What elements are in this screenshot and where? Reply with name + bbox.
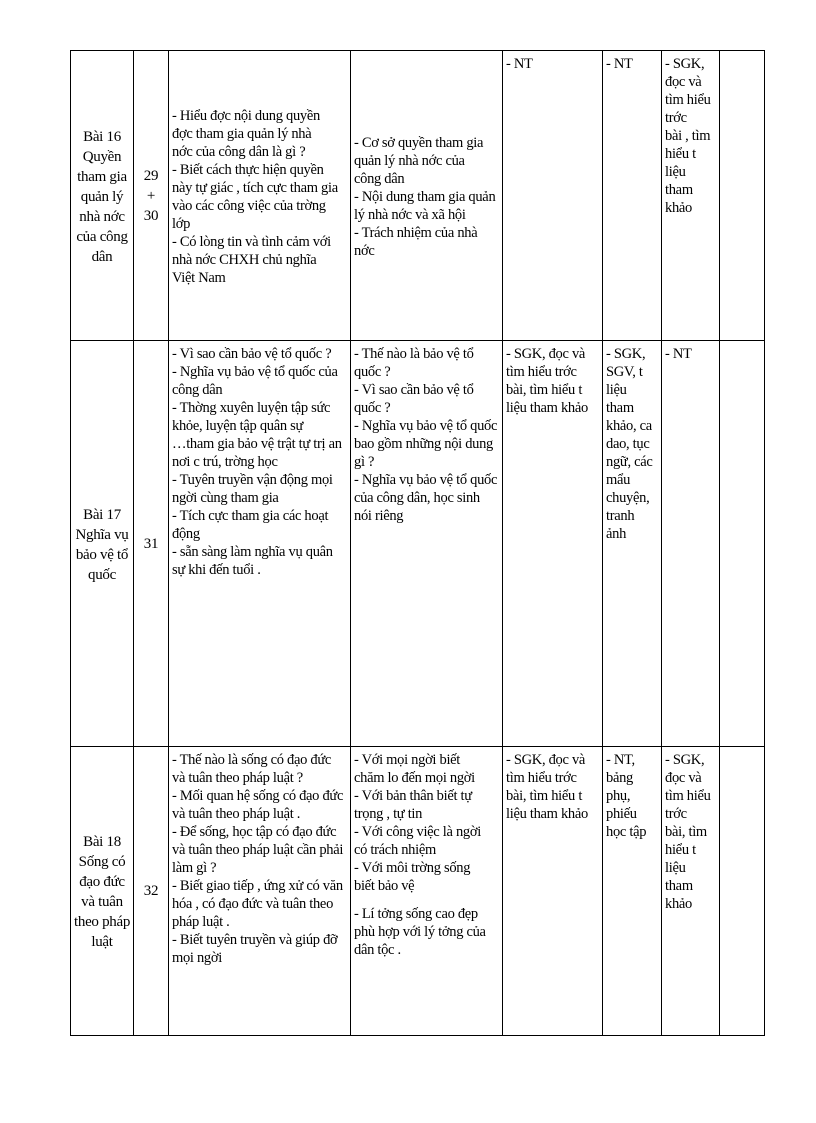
cell-text-line: Bài 18: [83, 834, 121, 850]
cell-text-line: tham: [665, 878, 693, 894]
cell-text-line: quản lý: [80, 188, 124, 205]
cell-text-line: phiếu: [606, 806, 637, 822]
cell-text-line: mẩu: [606, 472, 631, 488]
materials-cell: [662, 51, 720, 341]
cell-text-line: tham gia: [77, 168, 127, 185]
cell-text-line: lý nhà nớc và xã hội: [354, 206, 466, 223]
cell-text-line: gì ?: [354, 454, 375, 470]
lesson-period-cell: [134, 747, 169, 1036]
cell-text-line: Việt Nam: [172, 269, 226, 286]
cell-text-line: - Lí tởng sống cao đẹp: [354, 906, 478, 922]
cell-text-line: - SGK, đọc và: [506, 346, 586, 362]
cell-text-line: đạo đức: [79, 874, 125, 890]
teacher-prep-cell: [503, 747, 603, 1036]
cell-text-line: trớc: [665, 110, 687, 126]
cell-text-line: hiểu t: [665, 146, 696, 162]
cell-text-line: - Với môi trờng sống: [354, 860, 471, 876]
cell-text-line: khảo, ca: [606, 418, 652, 434]
cell-text-line: bài, tìm hiểu t: [506, 382, 583, 398]
cell-text-line: hiểu t: [665, 842, 696, 858]
cell-text-line: dân tộc .: [354, 942, 401, 958]
cell-text-line: Bài 17: [83, 506, 121, 523]
cell-text-line: - Với mọi ngời biết: [354, 752, 461, 768]
cell-text-line: - Để sống, học tập có đạo đức: [172, 824, 337, 840]
cell-text-line: Nghĩa vụ: [75, 526, 129, 543]
cell-text-line: - Cơ sở quyền tham gia: [354, 134, 484, 151]
student-prep-cell: [603, 747, 662, 1036]
materials-cell: [662, 747, 720, 1036]
cell-text-line: - Nghĩa vụ bảo vệ tổ quốc của: [172, 364, 338, 380]
lesson-title-cell: [71, 51, 134, 341]
objectives-cell: [169, 747, 351, 1036]
lesson-title-cell: [71, 747, 134, 1036]
lesson-period-cell: [134, 51, 169, 341]
cell-text-line: nớc của công dân là gì ?: [172, 143, 306, 160]
cell-text-line: - NT,: [606, 752, 635, 768]
notes-cell: [720, 51, 765, 341]
cell-text-line: tìm hiểu trớc: [506, 770, 577, 786]
notes-cell: [720, 747, 765, 1036]
cell-text-line: bao gồm những nội dung: [354, 436, 494, 452]
cell-text-line: - Với công việc là ngời: [354, 824, 481, 840]
cell-text-line: mọi ngời: [172, 950, 222, 966]
cell-text-line: hóa , có đạo đức và tuân theo: [172, 896, 334, 912]
cell-text-line: liệu: [665, 164, 686, 180]
cell-text-line: bài, tìm: [665, 824, 707, 840]
cell-text-line: - Trách nhiệm của nhà: [354, 224, 478, 241]
table-row: [71, 51, 765, 341]
table-row: [71, 747, 765, 1036]
cell-text-line: phụ,: [606, 788, 631, 804]
cell-text-line: nớc: [354, 242, 375, 259]
cell-text-line: tham: [665, 182, 693, 198]
objectives-cell: [169, 341, 351, 747]
cell-text-line: nói riêng: [354, 508, 404, 524]
cell-text-line: nhà nớc: [79, 208, 125, 225]
lesson-title-cell: [71, 341, 134, 747]
cell-text-line: - Vì sao cần bảo vệ tổ: [354, 382, 474, 398]
cell-text-line: và tuân theo pháp luật cần phải: [172, 842, 344, 858]
cell-text-line: quốc ?: [354, 364, 391, 380]
cell-text-line: này tự giác , tích cực tham gia: [172, 179, 338, 196]
cell-text-line: - SGK, đọc và: [506, 752, 586, 768]
cell-text-line: - Tích cực tham gia các hoạt: [172, 508, 329, 524]
cell-text-line: biết bảo vệ: [354, 878, 415, 894]
cell-text-line: tìm hiểu: [665, 92, 711, 108]
table-row: [71, 341, 765, 747]
cell-text-line: tìm hiểu trớc: [506, 364, 577, 380]
notes-cell: [720, 341, 765, 747]
cell-text-line: 29: [143, 167, 159, 184]
cell-text-line: học tập: [606, 824, 647, 840]
cell-text-line: nhà nớc CHXH chủ nghĩa: [172, 251, 317, 268]
cell-text-line: - SGK,: [665, 752, 705, 768]
cell-text-line: liệu tham khảo: [506, 400, 588, 416]
cell-text-line: dao, tục: [606, 436, 650, 452]
cell-text-line: theo pháp: [74, 914, 131, 930]
cell-text-line: lớp: [172, 215, 191, 232]
cell-text-line: của công dân, học sinh: [354, 490, 480, 506]
cell-text-line: công dân: [172, 382, 223, 398]
cell-text-line: Quyền: [82, 148, 122, 165]
cell-text-line: - Vì sao cần bảo vệ tổ quốc ?: [172, 346, 332, 362]
cell-text-line: - NT: [606, 56, 633, 72]
cell-text-line: bảng: [606, 770, 633, 786]
cell-text-line: - Có lòng tin và tình cảm với: [172, 233, 331, 250]
cell-text-line: - Thế nào là sống có đạo đức: [172, 752, 332, 768]
cell-text-line: - SGK,: [665, 56, 705, 72]
cell-text-line: và tuân theo pháp luật ?: [172, 770, 303, 786]
lesson-period-cell: [134, 341, 169, 747]
cell-text-line: tham: [606, 400, 634, 416]
student-prep-cell: [603, 51, 662, 341]
cell-text-line: đọc và: [665, 770, 702, 786]
cell-text-line: pháp luật .: [172, 914, 230, 930]
cell-text-line: - Biết giao tiếp , ứng xử có văn: [172, 878, 343, 894]
cell-text-line: chuyện,: [606, 490, 650, 506]
cell-text-line: sự khi đến tuổi .: [172, 562, 261, 578]
cell-text-line: khảo: [665, 896, 692, 912]
cell-text-line: - Tuyên truyền vận động mọi: [172, 472, 333, 488]
cell-text-line: bài, tìm hiểu t: [506, 788, 583, 804]
cell-text-line: - NT: [506, 56, 533, 72]
cell-text-line: 30: [143, 207, 159, 224]
cell-text-line: vào các công việc của trờng: [172, 197, 326, 214]
cell-text-line: bảo vệ tổ: [75, 546, 129, 563]
cell-text-line: động: [172, 526, 200, 542]
content-cell: [351, 747, 503, 1036]
cell-text-line: tranh: [606, 508, 635, 524]
cell-text-line: - Nghĩa vụ bảo vệ tổ quốc: [354, 472, 498, 488]
cell-text-line: khỏe, luyện tập quân sự: [172, 418, 304, 434]
cell-text-line: chăm lo đến mọi ngời: [354, 770, 475, 786]
cell-text-line: - NT: [665, 346, 692, 362]
cell-text-line: có trách nhiệm: [354, 842, 436, 858]
cell-text-line: +: [146, 187, 156, 204]
cell-text-line: đọc và: [665, 74, 702, 90]
cell-text-line: quản lý nhà nớc của: [354, 152, 465, 169]
cell-text-line: - SGK,: [606, 346, 646, 362]
cell-text-line: 31: [143, 535, 159, 552]
cell-text-line: ngời cùng tham gia: [172, 490, 279, 506]
cell-text-line: liệu: [665, 860, 686, 876]
objectives-cell: [169, 51, 351, 341]
cell-text-line: khảo: [665, 200, 692, 216]
cell-text-line: - Nghĩa vụ bảo vệ tổ quốc: [354, 418, 498, 434]
cell-text-line: Bài 16: [83, 128, 121, 145]
cell-text-line: - Với bản thân biết tự: [354, 788, 472, 804]
cell-text-line: liệu: [606, 382, 627, 398]
cell-text-line: tìm hiểu: [665, 788, 711, 804]
cell-text-line: - Thế nào là bảo vệ tổ: [354, 346, 474, 362]
materials-cell: [662, 341, 720, 747]
cell-text-line: phù hợp với lý tởng của: [354, 924, 486, 940]
cell-text-line: - Hiểu đợc nội dung quyền: [172, 107, 320, 124]
cell-text-line: dân: [91, 248, 113, 265]
cell-text-line: bài , tìm: [665, 128, 711, 144]
cell-text-line: - Nội dung tham gia quản: [354, 188, 496, 205]
cell-text-line: quốc ?: [354, 400, 391, 416]
cell-text-line: luật: [91, 934, 113, 950]
cell-text-line: của công: [76, 228, 128, 245]
cell-text-line: Sống có: [78, 854, 126, 870]
cell-text-line: đợc tham gia quản lý nhà: [172, 125, 312, 142]
lesson-plan-table: [70, 50, 765, 1036]
cell-text-line: ngữ, các: [606, 454, 653, 470]
cell-text-line: nơi c trú, trờng học: [172, 454, 278, 470]
cell-text-line: SGV, t: [606, 364, 643, 380]
content-cell: [351, 51, 503, 341]
teacher-prep-cell: [503, 341, 603, 747]
cell-text-line: liệu tham khảo: [506, 806, 588, 822]
cell-text-line: - sẵn sàng làm nghĩa vụ quân: [172, 544, 333, 560]
cell-text-line: …tham gia bảo vệ trật tự trị an: [172, 436, 342, 452]
cell-text-line: - Biết tuyên truyền và giúp đỡ: [172, 932, 338, 948]
cell-text-line: [354, 895, 499, 905]
cell-text-line: ảnh: [606, 526, 627, 542]
cell-text-line: trọng , tự tin: [354, 806, 423, 822]
cell-text-line: và tuân theo pháp luật .: [172, 806, 301, 822]
student-prep-cell: [603, 341, 662, 747]
cell-text-line: trớc: [665, 806, 687, 822]
cell-text-line: - Biết cách thực hiện quyền: [172, 161, 324, 178]
cell-text-line: và tuân: [81, 894, 123, 910]
cell-text-line: 32: [143, 883, 159, 899]
teacher-prep-cell: [503, 51, 603, 341]
cell-text-line: quốc: [88, 566, 116, 583]
cell-text-line: - Thờng xuyên luyện tập sức: [172, 400, 331, 416]
cell-text-line: làm gì ?: [172, 860, 217, 876]
cell-text-line: công dân: [354, 170, 405, 187]
cell-text-line: - Mối quan hệ sống có đạo đức: [172, 788, 344, 804]
content-cell: [351, 341, 503, 747]
